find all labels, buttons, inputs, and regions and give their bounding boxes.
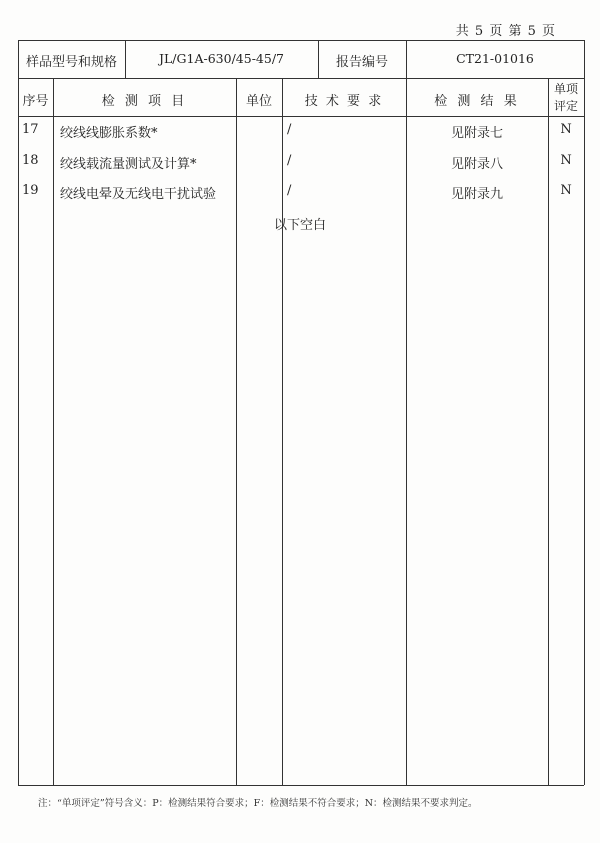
sample-value: JL/G1A-630/45-45/7	[159, 51, 284, 66]
report-label: 报告编号	[335, 55, 388, 70]
col-verdict-2: 评定	[553, 99, 578, 113]
row-no: 17	[22, 122, 39, 137]
col-verdict-1: 单项	[553, 82, 578, 96]
row-requirement: /	[287, 122, 292, 137]
row-result: 见附录九	[450, 187, 503, 202]
row-result: 见附录七	[450, 126, 503, 141]
row-requirement: /	[287, 183, 292, 198]
col-unit: 单位	[245, 94, 272, 109]
footnote: 注：“单项评定”符号含义：P：检测结果符合要求；F：检测结果不符合要求；N：检测结果不要求判定。	[38, 798, 478, 809]
col-requirement: 技 术 要 求	[304, 94, 384, 109]
page-count: 共 5 页 第 5 页	[455, 24, 556, 39]
row-result: 见附录八	[450, 157, 503, 172]
col-no: 序号	[22, 94, 49, 109]
sample-label: 样品型号和规格	[25, 55, 117, 70]
row-verdict: N	[560, 122, 572, 137]
report-value: CT21-01016	[456, 51, 534, 66]
row-item: 绞线载流量测试及计算*	[60, 157, 197, 172]
col-item: 检 测 项 目	[101, 94, 188, 109]
col-result: 检 测 结 果	[434, 94, 520, 109]
row-item: 绞线线膨胀系数*	[60, 126, 158, 141]
row-verdict: N	[560, 183, 572, 198]
row-no: 19	[22, 183, 39, 198]
row-item: 绞线电晕及无线电干扰试验	[60, 187, 217, 202]
row-no: 18	[22, 153, 39, 168]
blank-below-note: 以下空白	[273, 218, 326, 233]
row-requirement: /	[287, 153, 292, 168]
row-verdict: N	[560, 153, 572, 168]
